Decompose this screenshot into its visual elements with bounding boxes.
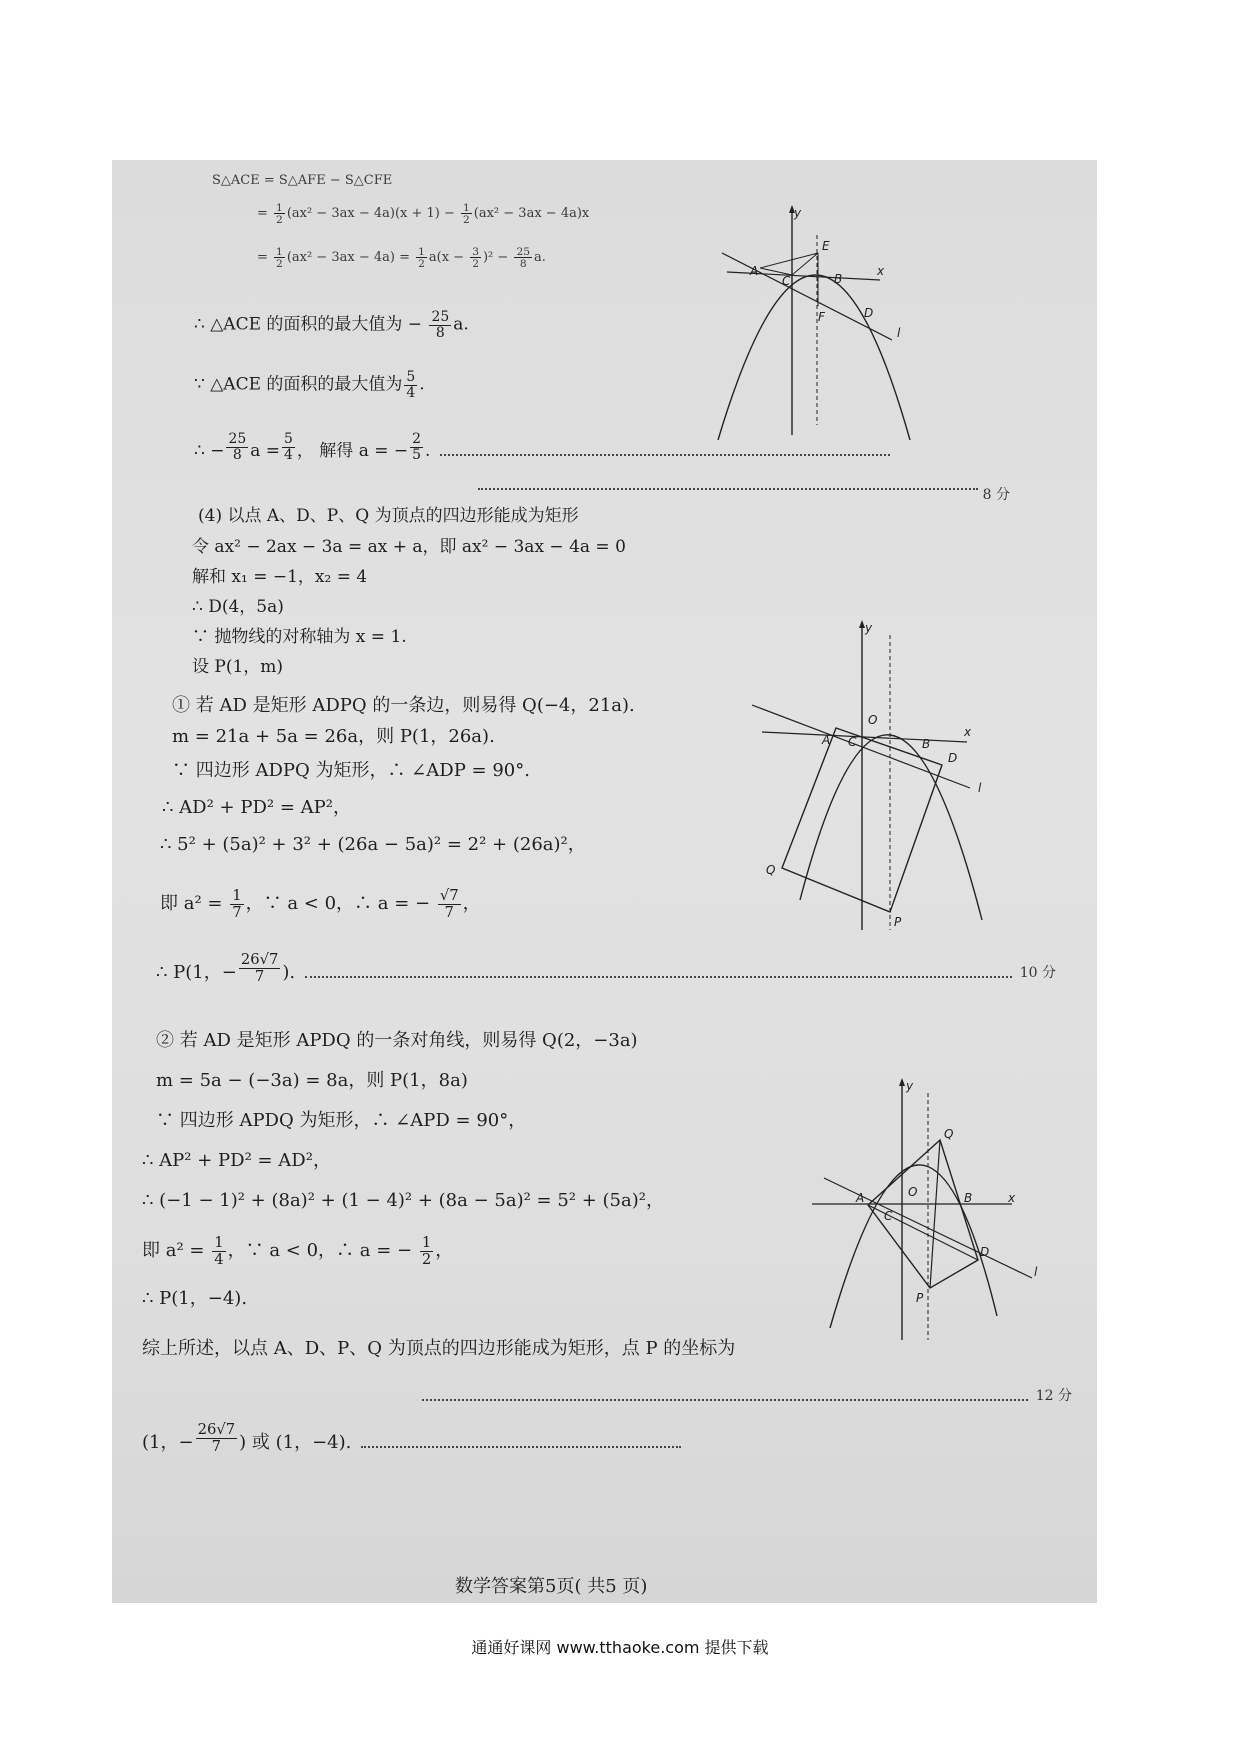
- figure-2: [752, 620, 1002, 940]
- fig1-line-l: [722, 253, 892, 340]
- case1-line-5: ∴ 5² + (5a)² + 3² + (26a − 5a)² = 2² + (26a)²，: [160, 834, 586, 855]
- fig3-label-b: B: [964, 1191, 973, 1205]
- fig3-label-q: Q: [944, 1127, 954, 1141]
- area-formula: S△ACE = S△AFE − S△CFE: [212, 173, 393, 188]
- case2-line-1: ② 若 AD 是矩形 APDQ 的一条对角线，则易得 Q(2，−3a): [156, 1030, 638, 1051]
- figure-1: [712, 205, 942, 445]
- fig3-label-p: P: [916, 1291, 924, 1305]
- fig3-diagonal-pq: [930, 1140, 940, 1288]
- summary-score-row: [412, 1385, 1072, 1407]
- fig2-label-l: l: [978, 781, 982, 795]
- case2-result: ∴ P(1，−4).: [142, 1288, 248, 1309]
- fig3-label-c: C: [884, 1209, 893, 1223]
- scanned-page: [112, 160, 1097, 1603]
- case1-line-3: ∵ 四边形 ADPQ 为矩形，∴ ∠ADP = 90°.: [172, 760, 530, 781]
- fig1-label-b: B: [834, 272, 843, 286]
- fig1-label-d: D: [864, 306, 874, 320]
- case1-line-4: ∴ AD² + PD² = AP²，: [162, 797, 351, 818]
- case2-line-4: ∴ AP² + PD² = AD²，: [142, 1150, 331, 1171]
- fig3-label-o: O: [908, 1185, 918, 1199]
- fig1-label-x: x: [877, 264, 885, 278]
- fig1-label-l: l: [897, 326, 901, 340]
- max-area-line: ∴ △ACE 的面积的最大值为 − $\frac{25}{8}$ a.: [194, 309, 469, 341]
- fig3-label-x: x: [1008, 1191, 1016, 1205]
- fig2-label-p: P: [894, 915, 902, 929]
- fig3-label-d: D: [980, 1245, 990, 1259]
- fig1-label-a: A: [750, 264, 759, 278]
- area-step-2: = $\frac{1}{2}$ (ax² − 3ax − 4a) = $\frac{1}{2}$ a(x − $\frac{3}{2}$ )² − $\frac{25}{8}$ a.: [257, 245, 546, 271]
- solve-a-line: ∴ − $\frac{25}{8}$ a = $\frac{5}{4}$ ， 解得 a = − $\frac{2}{5}$ .: [194, 432, 1094, 462]
- case2-line-3: ∵ 四边形 APDQ 为矩形，∴ ∠APD = 90°，: [156, 1110, 527, 1131]
- fig2-line-l: [752, 705, 970, 788]
- fig2-label-q: Q: [766, 863, 776, 877]
- part4-line-2: 解和 x₁ = −1，x₂ = 4: [192, 567, 368, 587]
- score-12: 12 分: [1035, 1388, 1072, 1404]
- fig2-label-y: y: [865, 621, 873, 635]
- case2-line-5: ∴ (−1 − 1)² + (8a)² + (1 − 4)² + (8a − 5a)² = 5² + (5a)²，: [142, 1190, 664, 1211]
- part4-line-4: ∵ 抛物线的对称轴为 x = 1.: [192, 627, 407, 647]
- case1-line-6: 即 a² = $\frac{1}{7}$ ，∵ a < 0，∴ a = − $\frac{√7}{7}$ ，: [160, 887, 481, 921]
- page-footer: 数学答案第5页( 共5 页): [455, 1576, 648, 1597]
- case1-line-2: m = 21a + 5a = 26a，则 P(1，26a).: [172, 726, 495, 747]
- watermark-text: 通通好课网 www.tthaoke.com 提供下载: [471, 1638, 769, 1657]
- fig1-label-y: y: [794, 206, 802, 220]
- fig2-label-a: A: [822, 733, 831, 747]
- fig2-label-b: B: [922, 737, 931, 751]
- fig2-label-d: D: [948, 751, 958, 765]
- area-step-1: = $\frac{1}{2}$ (ax² − 3ax − 4a)(x + 1) − $\frac{1}{2}$ (ax² − 3ax − 4a)x: [257, 201, 590, 227]
- case2-line-2: m = 5a − (−3a) = 8a，则 P(1，8a): [156, 1070, 468, 1091]
- given-max-area-line: ∵ △ACE 的面积的最大值为 $\frac{5}{4}$ .: [194, 369, 425, 401]
- fig2-label-o: O: [868, 713, 878, 727]
- part4-line-1: 令 ax² − 2ax − 3a = ax + a，即 ax² − 3ax − 4a = 0: [192, 537, 626, 557]
- fig1-label-c: C: [782, 274, 791, 288]
- fig2-label-c: C: [848, 735, 857, 749]
- fig3-label-y: y: [906, 1079, 914, 1093]
- score-8: 8 分: [982, 487, 1010, 503]
- fig2-x-axis: [762, 732, 967, 742]
- figure-3: [812, 1078, 1052, 1348]
- fig3-y-arrow: [899, 1078, 905, 1086]
- fig3-label-a: A: [856, 1191, 865, 1205]
- case2-line-6: 即 a² = $\frac{1}{4}$ ，∵ a < 0，∴ a = − $\frac{1}{2}$ ，: [142, 1234, 454, 1268]
- fig3-label-l: l: [1034, 1265, 1038, 1279]
- part4-line-5: 设 P(1，m): [192, 657, 284, 677]
- fig1-label-e: E: [822, 239, 830, 253]
- summary-answer: (1，− $\frac{26√7}{7}$ ) 或 (1，−4).: [142, 1422, 802, 1454]
- fig1-triangle-ace: [760, 253, 818, 275]
- fig1-label-f: F: [818, 310, 825, 324]
- case1-result: ∴ P(1，− $\frac{26√7}{7}$ ). 10 分: [156, 951, 1056, 985]
- summary-line: 综上所述，以点 A、D、P、Q 为顶点的四边形能成为矩形，点 P 的坐标为: [142, 1338, 736, 1359]
- case1-line-1: ① 若 AD 是矩形 ADPQ 的一条边，则易得 Q(−4，21a).: [172, 695, 635, 716]
- fig2-label-x: x: [964, 725, 972, 739]
- score-10: 10 分: [1019, 965, 1056, 981]
- part4-title: (4) 以点 A、D、P、Q 为顶点的四边形能成为矩形: [198, 506, 579, 526]
- part4-line-3: ∴ D(4，5a): [192, 597, 284, 617]
